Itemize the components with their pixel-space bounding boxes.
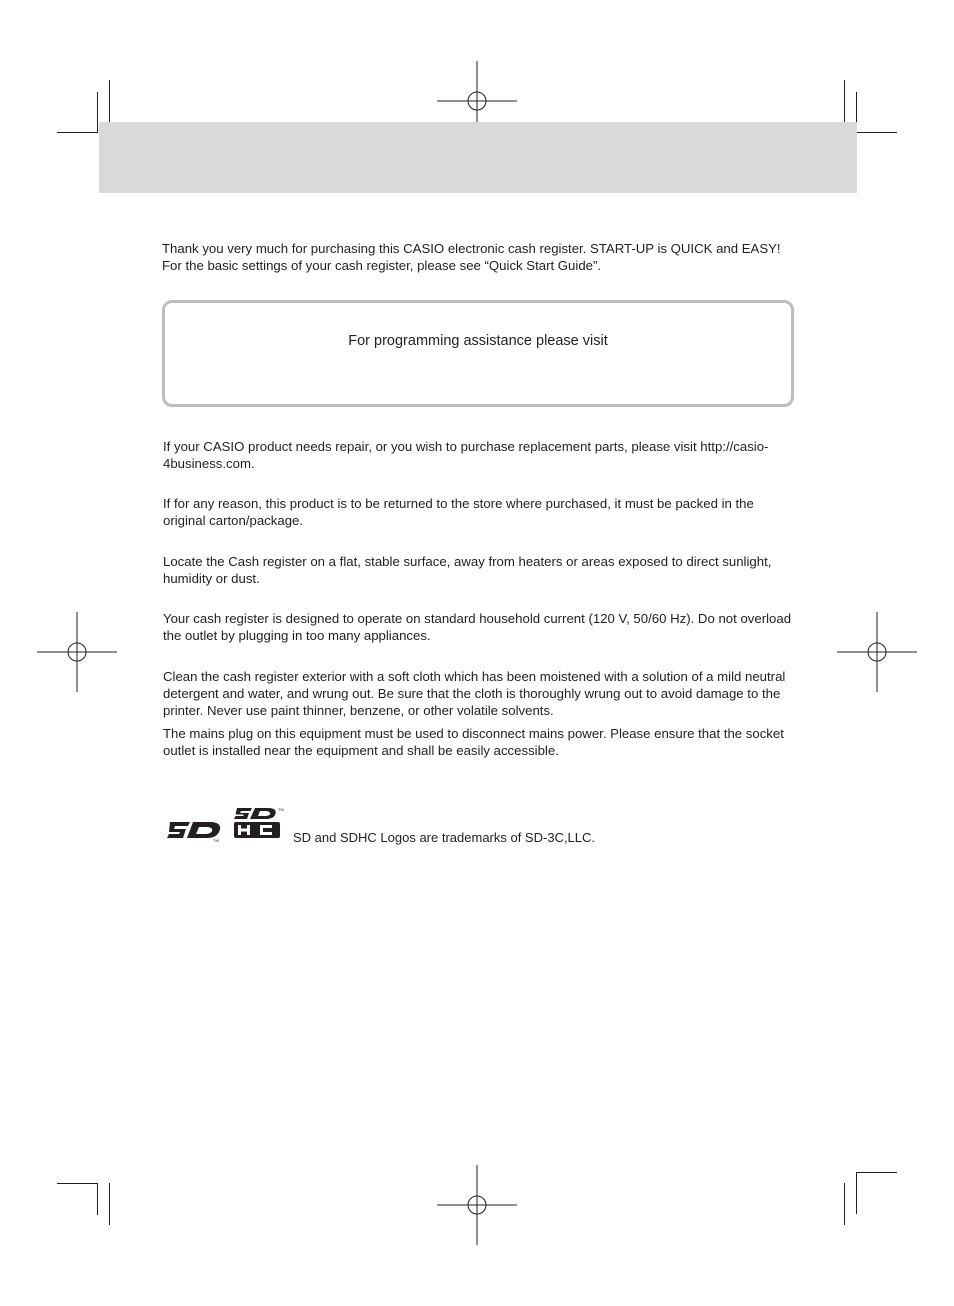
crop-mark-bottom-right-v2 (844, 1183, 845, 1225)
registration-mark-left (37, 612, 117, 692)
programming-assistance-box (162, 300, 794, 407)
crop-mark-top-left-v (97, 92, 98, 133)
intro-text (162, 240, 792, 274)
intro-line-2: For the basic settings of your cash register, please see “Quick Start Guide”. (162, 258, 602, 273)
svg-text:TM: TM (213, 838, 219, 843)
registration-mark-bottom (437, 1165, 517, 1245)
crop-mark-top-left-h (57, 132, 98, 133)
sd-logo (166, 818, 224, 844)
trademark-notice: SD and SDHC Logos are trademarks of SD-3C,LLC. (293, 830, 596, 845)
registration-mark-right (837, 612, 917, 692)
svg-text:TM: TM (278, 807, 284, 812)
crop-mark-top-right-h (856, 132, 897, 133)
sdhc-logo (233, 806, 289, 840)
header-band (99, 122, 857, 193)
power-paragraph: Your cash register is designed to operate on standard household current (120 V, 50/60 Hz). Do not overload the outlet by plugging in too many appliances. (163, 611, 792, 643)
return-paragraph: If for any reason, this product is to be returned to the store where purchased, it must be packed in the original carton/package. (163, 496, 754, 528)
crop-mark-bottom-left-v2 (109, 1183, 110, 1225)
repair-paragraph: If your CASIO product needs repair, or you wish to purchase replacement parts, please visit http://casio-4business.com. (163, 439, 769, 471)
crop-mark-top-right-v2 (844, 80, 845, 122)
cleaning-paragraph: Clean the cash register exterior with a soft cloth which has been moistened with a solution of a mild neutral detergent and water, and wrung out. Be sure that the cloth is thoroughly wrung out to avoid damage to the printer. Never use paint thinner, benzene, or other volatile solvents. (163, 669, 786, 718)
location-paragraph: Locate the Cash register on a flat, stable surface, away from heaters or areas exposed to direct sunlight, humidity or dust. (163, 554, 772, 586)
mains-plug-paragraph: The mains plug on this equipment must be used to disconnect mains power. Please ensure that the socket outlet is installed near the equipment and shall be easily accessible. (163, 726, 784, 758)
crop-mark-bottom-right-h (856, 1172, 897, 1173)
intro-line-1: Thank you very much for purchasing this CASIO electronic cash register. START-UP is QUICK and EASY! (162, 241, 781, 256)
crop-mark-top-left-v2 (109, 80, 110, 122)
programming-assistance-text: For programming assistance please visit (348, 333, 608, 349)
crop-mark-bottom-left-v (97, 1183, 98, 1215)
crop-mark-bottom-left-h (57, 1183, 98, 1184)
crop-mark-bottom-right-v (856, 1172, 857, 1214)
